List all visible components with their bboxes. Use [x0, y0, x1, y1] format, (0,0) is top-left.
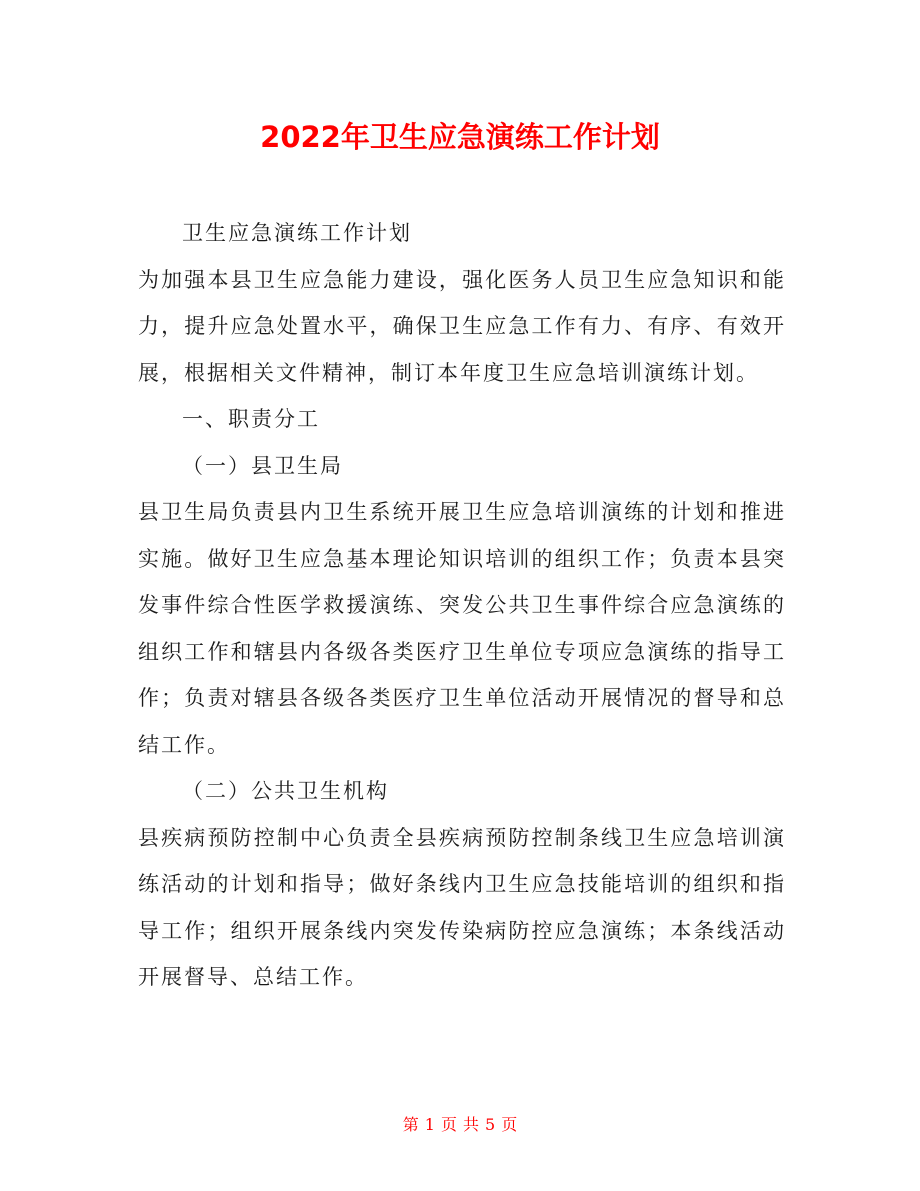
paragraph-intro: 为加强本县卫生应急能力建设，强化医务人员卫生应急知识和能力，提升应急处置水平，确保卫生应急工作有力、有序、有效开展，根据相关文件精神，制订本年度卫生应急培训演练计划。	[138, 267, 786, 385]
current-page-number: 1	[424, 1115, 435, 1134]
section-heading-duties: 一、职责分工	[182, 407, 320, 431]
subsection-heading-public-health: （二）公共卫生机构	[182, 779, 389, 803]
total-pages-number: 5	[485, 1115, 496, 1134]
paragraph-county-health-bureau: 县卫生局负责县内卫生系统开展卫生应急培训演练的计划和推进实施。做好卫生应急基本理论知识培训的组织工作；负责本县突发事件综合性医学救援演练、突发公共卫生事件综合应急演练的组织工作和辖县内各级各类医疗卫生单位专项应急演练的指导工作；负责对辖县各级各类医疗卫生单位活动开展情况的督导和总结工作。	[138, 500, 786, 757]
paragraph-public-health: 县疾病预防控制中心负责全县疾病预防控制条线卫生应急培训演练活动的计划和指导；做好条线内卫生应急技能培训的组织和指导工作；组织开展条线内突发传染病防控应急演练；本条线活动开展督导、总结工作。	[138, 825, 786, 989]
page-footer	[0, 1113, 920, 1137]
page-label-mid-1: 页	[440, 1115, 457, 1134]
page-label-suffix: 页	[501, 1115, 518, 1134]
page-label-mid-2: 共	[463, 1115, 480, 1134]
subsection-heading-county-health-bureau: （一）县卫生局	[182, 453, 343, 478]
page-label-prefix: 第	[402, 1115, 419, 1134]
document-body	[138, 210, 786, 1001]
document-title: 2022年卫生应急演练工作计划	[260, 120, 660, 154]
paragraph-subtitle: 卫生应急演练工作计划	[182, 221, 412, 245]
